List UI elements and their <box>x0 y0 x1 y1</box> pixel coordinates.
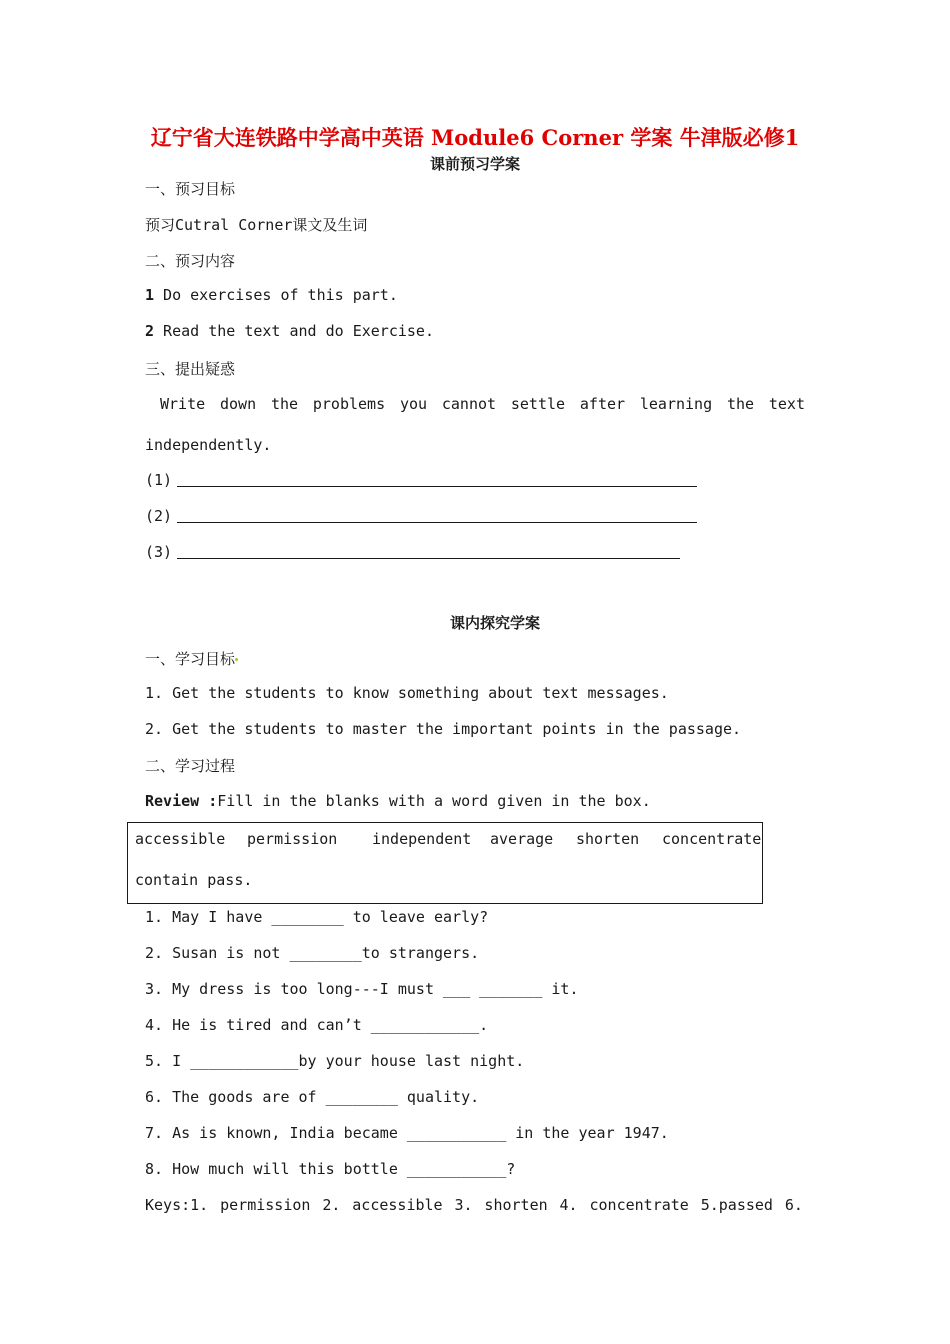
word: Write <box>160 395 206 413</box>
doubts-instruction-line-2: independently. <box>145 436 272 454</box>
key-token: accessible <box>352 1196 443 1214</box>
review-label: Review : <box>145 792 218 810</box>
word: the <box>726 395 755 413</box>
study-goal-2: 2. Get the students to master the important points in the passage. <box>145 720 742 738</box>
word: cannot <box>441 395 497 413</box>
exercise-8: 8. How much will this bottle ___________? <box>145 1160 516 1178</box>
key-token: 4. <box>559 1196 578 1214</box>
box-word: average <box>490 830 554 848</box>
study-goal-1: 1. Get the students to know something about text messages. <box>145 684 669 702</box>
doubts-heading: 三、提出疑惑 <box>145 360 236 378</box>
exercise-2: 2. Susan is not ________to strangers. <box>145 944 480 962</box>
box-word: accessible <box>135 830 226 848</box>
box-word: independent <box>372 830 472 848</box>
answer-blank-1[interactable] <box>177 486 697 487</box>
document-title: 辽宁省大连铁路中学高中英语 Module6 Corner 学案 牛津版必修1 <box>150 125 800 150</box>
key-token: 5.passed <box>700 1196 773 1214</box>
word: settle <box>510 395 566 413</box>
item-text: Read the text and do Exercise. <box>154 322 434 340</box>
box-word-line-2: contain pass. <box>135 871 253 889</box>
preview-item-1 <box>145 286 398 304</box>
exercise-5: 5. I ____________by your house last night. <box>145 1052 525 1070</box>
blank-label-2: (2) <box>145 507 173 525</box>
key-token: concentrate <box>589 1196 689 1214</box>
key-token: 6. <box>784 1196 803 1214</box>
mark-dot-icon <box>235 658 238 661</box>
preview-goal-text: 预习Cutral Corner课文及生词 <box>145 216 368 234</box>
word: learning <box>639 395 713 413</box>
answer-keys-line <box>145 1196 803 1214</box>
answer-blank-3[interactable] <box>177 558 680 559</box>
item-text: Do exercises of this part. <box>154 286 398 304</box>
item-number: 2 <box>145 322 155 340</box>
review-instruction <box>145 792 651 810</box>
word: down <box>219 395 257 413</box>
exercise-1: 1. May I have ________ to leave early? <box>145 908 489 926</box>
key-token: 2. <box>322 1196 341 1214</box>
blank-label-3: (3) <box>145 543 173 561</box>
box-word: shorten <box>576 830 640 848</box>
word: problems <box>312 395 386 413</box>
word: you <box>399 395 428 413</box>
item-number: 1 <box>145 286 155 304</box>
exercise-7: 7. As is known, India became ___________ in the year 1947. <box>145 1124 669 1142</box>
preview-item-2 <box>145 322 434 340</box>
exercise-4: 4. He is tired and can’t ____________. <box>145 1016 489 1034</box>
word-box <box>127 822 763 904</box>
word: text <box>768 395 805 413</box>
exercise-6: 6. The goods are of ________ quality. <box>145 1088 480 1106</box>
study-goal-heading <box>145 648 238 669</box>
box-word: concentrate <box>662 830 762 848</box>
review-text: Fill in the blanks with a word given in the box. <box>217 792 651 810</box>
answer-blank-2[interactable] <box>177 522 697 523</box>
section2-heading: 课内探究学案 <box>449 614 540 632</box>
key-token: permission <box>220 1196 311 1214</box>
key-token: Keys:1. <box>145 1196 209 1214</box>
preview-content-heading: 二、预习内容 <box>145 252 236 270</box>
word: after <box>579 395 626 413</box>
doubts-instruction-line <box>160 395 805 413</box>
blank-label-1: (1) <box>145 471 173 489</box>
exercise-3: 3. My dress is too long---I must ___ _______ it. <box>145 980 579 998</box>
key-token: shorten <box>484 1196 548 1214</box>
process-heading: 二、学习过程 <box>145 757 236 775</box>
preview-goal-heading: 一、预习目标 <box>145 180 236 198</box>
section1-heading: 课前预习学案 <box>429 155 520 173</box>
word: the <box>270 395 299 413</box>
box-word: permission <box>247 830 338 848</box>
key-token: 3. <box>454 1196 473 1214</box>
heading-text: 一、学习目标 <box>145 650 236 668</box>
